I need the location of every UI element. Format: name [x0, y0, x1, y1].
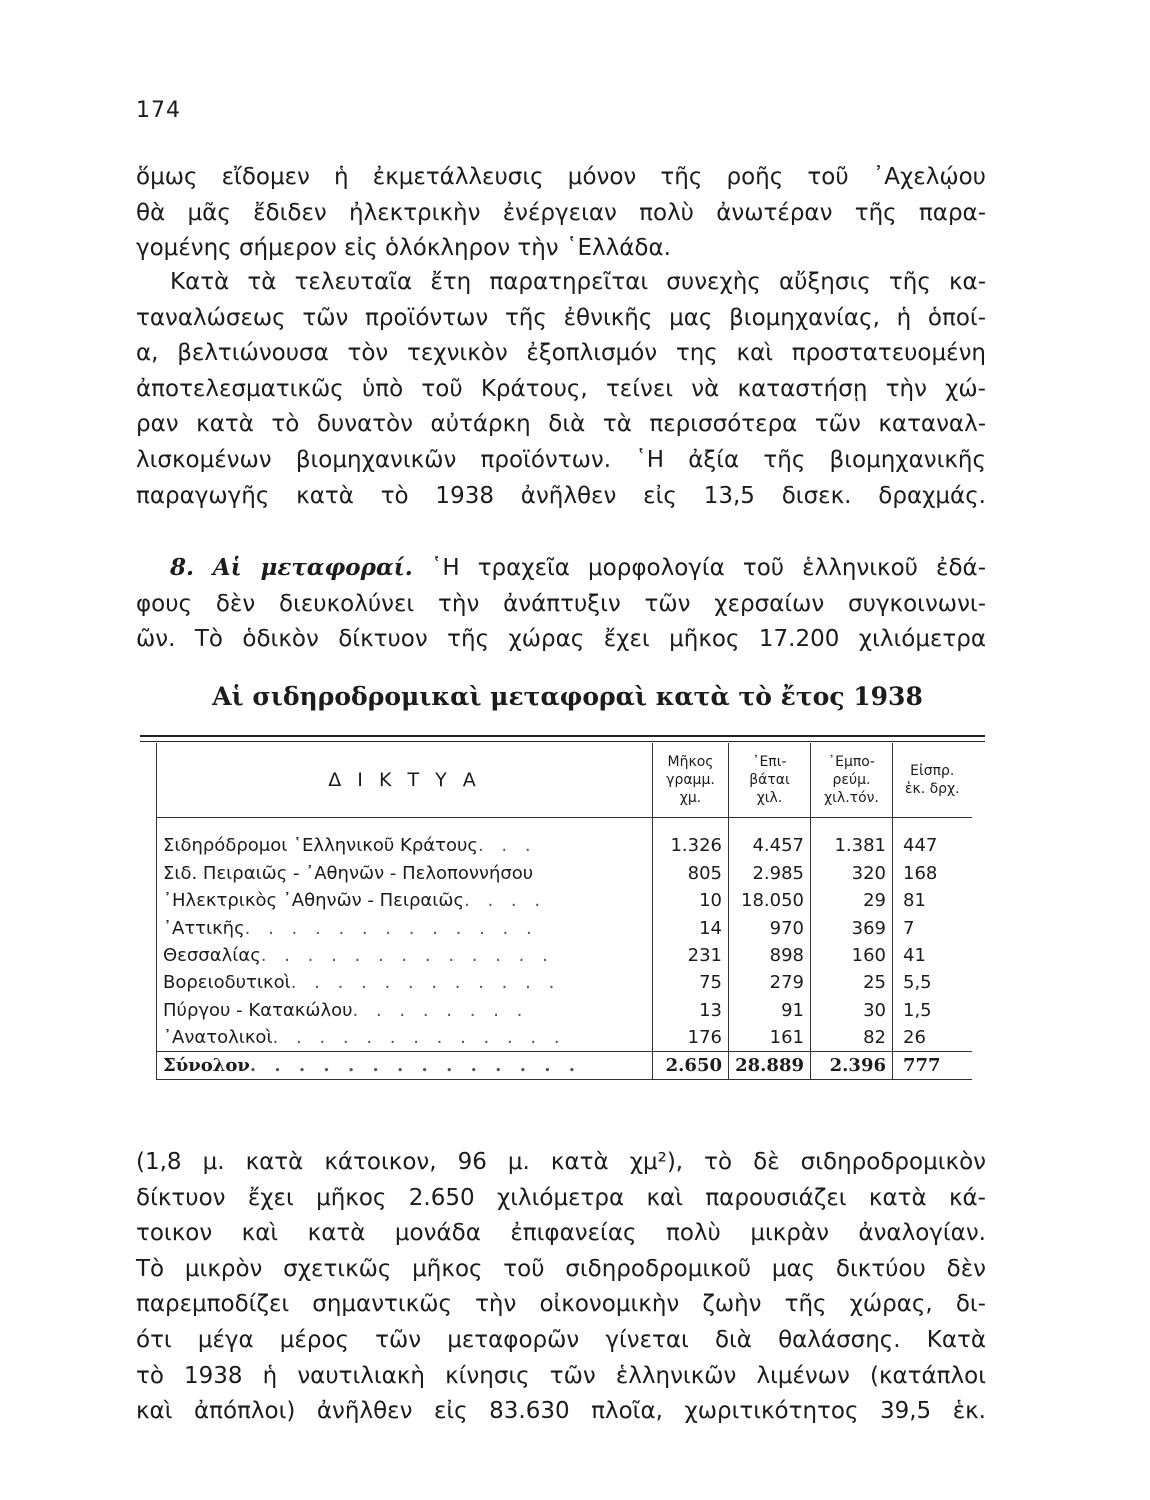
- row-name-cell: [157, 996, 653, 1023]
- table-row: [157, 818, 972, 861]
- table-row: [157, 887, 972, 914]
- cell-revenue: 26: [893, 1024, 972, 1052]
- cell-revenue: 447: [893, 818, 972, 861]
- text-line: γομένης σήμερον εἰς ὁλόκληρον τὴν ῾Ελλάδα.: [136, 235, 671, 262]
- row-name: ᾿Αττικῆς: [163, 917, 245, 939]
- header-text: χιλ.: [756, 790, 783, 806]
- row-name-cell: [157, 818, 653, 861]
- header-text: ᾿Επι-: [752, 754, 787, 770]
- leader-dots: . . .: [477, 834, 537, 856]
- row-name: ᾿Ηλεκτρικὸς ᾿Αθηνῶν - Πειραιῶς: [163, 890, 465, 912]
- paragraph-railways: [136, 1145, 986, 1430]
- cell-freight: 82: [811, 1024, 893, 1052]
- header-length: [653, 743, 729, 818]
- text-line: καὶ ἀπόπλοι) ἀνῆλθεν εἰς 83.630 πλοῖα, χωριτικότητος 39,5 ἑκ.: [136, 1398, 986, 1425]
- text-line: [136, 550, 986, 587]
- paragraph-industry: [136, 265, 986, 514]
- header-text: ᾿Εμπο-: [828, 754, 875, 770]
- cell-revenue: 1,5: [893, 996, 972, 1023]
- page-number: 174: [136, 98, 181, 123]
- table-row: [157, 942, 972, 969]
- table-header-row: [157, 743, 972, 818]
- paragraph-transport: [136, 550, 986, 658]
- paragraph-acheloos: [136, 160, 986, 267]
- header-revenue: [893, 743, 972, 818]
- cell-revenue: 81: [893, 887, 972, 914]
- text-line: ταναλώσεως τῶν προϊόντων τῆς ἐθνικῆς μας βιομηχανίας, ἡ ὁποί-: [136, 304, 986, 331]
- text-line: ῶν. Τὸ ὁδικὸν δίκτυον τῆς χώρας ἔχει μῆκος 17.200 χιλιόμετρα: [136, 626, 986, 653]
- text-line: ἀποτελεσματικῶς ὑπὸ τοῦ Κράτους, τείνει νὰ καταστήσῃ τὴν χώ-: [136, 375, 986, 402]
- text-fragment: ῾Η τραχεῖα μορφολογία τοῦ ἑλληνικοῦ ἐδά-: [430, 555, 986, 581]
- cell-revenue: 5,5: [893, 969, 972, 996]
- cell-passengers: 91: [729, 996, 811, 1023]
- cell-length: 1.326: [653, 818, 729, 861]
- text-line: τοικον καὶ κατὰ μονάδα ἐπιφανείας πολὺ μικρὰν ἀναλογίαν.: [136, 1220, 986, 1247]
- row-name: Πύργου - Κατακώλου: [163, 999, 353, 1021]
- cell-length: 14: [653, 915, 729, 942]
- cell-passengers: 4.457: [729, 818, 811, 861]
- cell-freight: 29: [811, 887, 893, 914]
- cell-length: 10: [653, 887, 729, 914]
- row-name-cell: [157, 1024, 653, 1052]
- cell-revenue: 7: [893, 915, 972, 942]
- header-freight: [811, 743, 893, 818]
- table-row: [157, 1024, 972, 1052]
- cell-freight: 30: [811, 996, 893, 1023]
- leader-dots: . . . . . . . . . . . . .: [272, 1026, 566, 1048]
- text-line: τὸ 1938 ἡ ναυτιλιακὴ κίνησις τῶν ἑλληνικῶν λιμένων (κατάπλοι: [136, 1362, 986, 1389]
- total-revenue: 777: [893, 1052, 972, 1080]
- text-line: ότι μέγα μέρος τῶν μεταφορῶν γίνεται διὰ θαλάσσης. Κατὰ: [136, 1326, 986, 1353]
- row-name: Βορειοδυτικοὶ: [163, 972, 291, 994]
- text-line: παρεμποδίζει σημαντικῶς τὴν οἰκονομικὴν ζωὴν τῆς χώρας, δι-: [136, 1291, 986, 1318]
- table-title: Αἱ σιδηροδρομικαὶ μεταφοραὶ κατὰ τὸ ἔτος 1938: [212, 682, 923, 711]
- leader-dots: . . . . . . . . . . . . .: [260, 945, 554, 967]
- cell-length: 231: [653, 942, 729, 969]
- total-freight: 2.396: [811, 1052, 893, 1080]
- section-heading: 8. Αἱ μεταφοραί.: [170, 554, 413, 581]
- header-networks: Δ Ι Κ Τ Υ Α: [157, 743, 653, 818]
- row-name-cell: [157, 860, 653, 887]
- cell-passengers: 18.050: [729, 887, 811, 914]
- table-row: [157, 996, 972, 1023]
- row-name: Θεσσαλίας: [163, 945, 261, 967]
- cell-passengers: 279: [729, 969, 811, 996]
- cell-length: 75: [653, 969, 729, 996]
- text-line: θὰ μᾶς ἔδιδεν ἠλεκτρικὴν ἐνέργειαν πολὺ ἀνωτέραν τῆς παρα-: [136, 199, 986, 226]
- header-text: χμ.: [679, 790, 702, 806]
- text-line: ραν κατὰ τὸ δυνατὸν αὐτάρκη διὰ τὰ περισσότερα τῶν καταναλ-: [136, 411, 986, 438]
- total-length: 2.650: [653, 1052, 729, 1080]
- cell-length: 805: [653, 860, 729, 887]
- cell-freight: 160: [811, 942, 893, 969]
- text-line: δίκτυον ἔχει μῆκος 2.650 χιλιόμετρα καὶ παρουσιάζει κατὰ κά-: [136, 1184, 986, 1211]
- cell-passengers: 970: [729, 915, 811, 942]
- row-name: Σιδηρόδρομοι ῾Ελληνικοῦ Κράτους: [163, 834, 478, 856]
- cell-revenue: 41: [893, 942, 972, 969]
- cell-length: 176: [653, 1024, 729, 1052]
- header-text: χιλ.τόν.: [824, 790, 879, 806]
- table-row: [157, 969, 972, 996]
- header-text: ἑκ. δρχ.: [904, 781, 960, 797]
- leader-dots: . . . . . . . . . . . . . .: [249, 1055, 582, 1077]
- table-rule: [140, 741, 985, 742]
- header-text: Μῆκος: [667, 754, 714, 770]
- text-line: φους δὲν διευκολύνει τὴν ἀνάπτυξιν τῶν χερσαίων συγκοινωνι-: [136, 590, 986, 617]
- row-name-cell: [157, 915, 653, 942]
- header-text: γραμμ.: [666, 772, 715, 788]
- table-rule: [140, 735, 985, 737]
- text-line: Τὸ μικρὸν σχετικῶς μῆκος τοῦ σιδηροδρομικοῦ μας δικτύου δὲν: [136, 1255, 986, 1282]
- total-label: Σύνολον: [163, 1055, 250, 1077]
- table-total-row: [157, 1052, 972, 1080]
- cell-freight: 25: [811, 969, 893, 996]
- text-line: α, βελτιώνουσα τὸν τεχνικὸν ἐξοπλισμόν της καὶ προστατευομένη: [136, 340, 986, 367]
- text-line: (1,8 μ. κατὰ κάτοικον, 96 μ. κατὰ χμ²), τὸ δὲ σιδηροδρομικὸν: [136, 1149, 986, 1175]
- leader-dots: . . . . . . . .: [352, 999, 529, 1021]
- cell-freight: 320: [811, 860, 893, 887]
- cell-passengers: 2.985: [729, 860, 811, 887]
- railway-data-table: [156, 743, 972, 1080]
- row-name: ᾿Ανατολικοὶ: [163, 1026, 273, 1048]
- row-name-cell: [157, 887, 653, 914]
- cell-passengers: 161: [729, 1024, 811, 1052]
- total-passengers: 28.889: [729, 1052, 811, 1080]
- header-passengers: [729, 743, 811, 818]
- text-line: ὅμως εἴδομεν ἡ ἐκμετάλλευσις μόνον τῆς ροῆς τοῦ ᾿Αχελῴου: [136, 164, 986, 190]
- table-row: [157, 915, 972, 942]
- header-text: ρεύμ.: [832, 772, 871, 788]
- row-name-cell: [157, 1052, 653, 1080]
- leader-dots: . . . . . . . . . . . . .: [244, 917, 538, 939]
- header-text: Εἰσπρ.: [910, 763, 955, 779]
- row-name-cell: [157, 969, 653, 996]
- text-line: Κατὰ τὰ τελευταῖα ἔτη παρατηρεῖται συνεχὴς αὔξησις τῆς κα-: [170, 269, 986, 295]
- text-line: παραγωγῆς κατὰ τὸ 1938 ἀνῆλθεν εἰς 13,5 δισεκ. δραχμάς.: [136, 482, 986, 509]
- leader-dots: . . . . . . . . . . . .: [290, 972, 561, 994]
- cell-length: 13: [653, 996, 729, 1023]
- cell-freight: 369: [811, 915, 893, 942]
- row-name: Σιδ. Πειραιῶς - ᾿Αθηνῶν - Πελοποννήσου: [163, 863, 534, 885]
- cell-freight: 1.381: [811, 818, 893, 861]
- cell-passengers: 898: [729, 942, 811, 969]
- cell-revenue: 168: [893, 860, 972, 887]
- row-name-cell: [157, 942, 653, 969]
- text-line: λισκομένων βιομηχανικῶν προϊόντων. ῾Η ἀξία τῆς βιομηχανικῆς: [136, 446, 986, 473]
- table-row: [157, 860, 972, 887]
- header-text: βάται: [749, 772, 790, 788]
- leader-dots: . . . .: [464, 890, 547, 912]
